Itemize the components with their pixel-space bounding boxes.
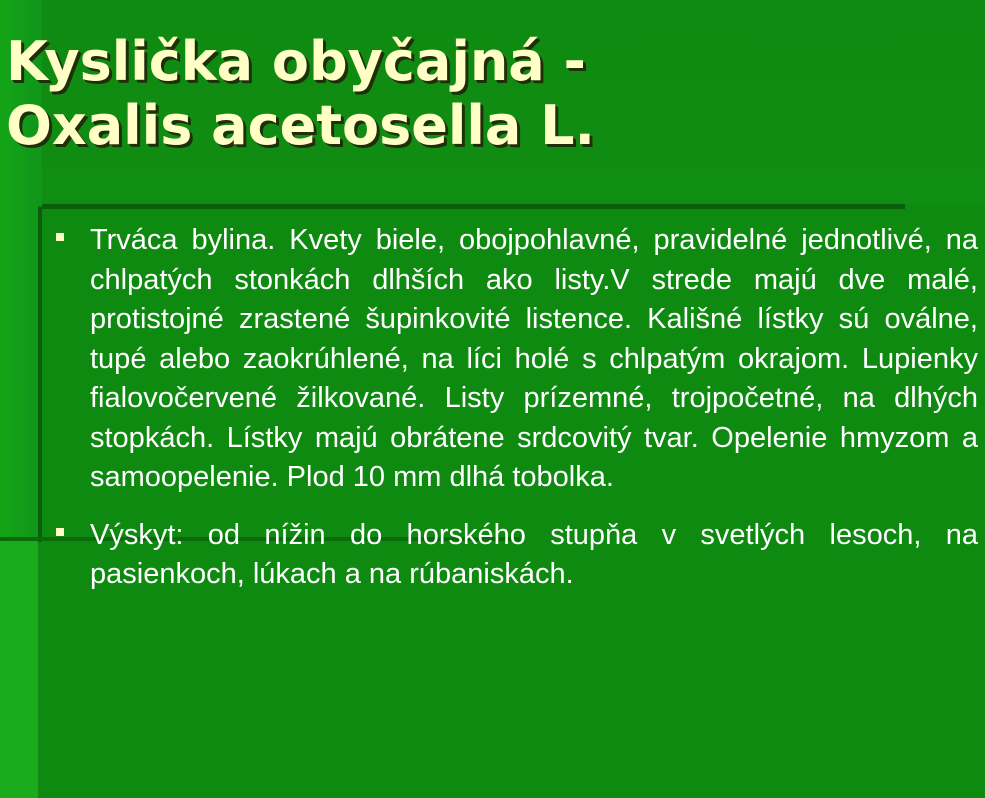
slide-title-line-1: Kyslička obyčajná - xyxy=(6,30,586,93)
slide-title-line-2: Oxalis acetosella L. xyxy=(6,94,596,157)
content-left-rule xyxy=(38,207,42,542)
square-bullet-icon xyxy=(56,233,64,241)
left-accent-lower xyxy=(0,540,42,798)
bullet-item-description xyxy=(56,221,978,498)
slide-title xyxy=(6,30,595,158)
bullet-text-description: Trváca bylina. Kvety biele, obojpohlavné, pravidelné jednotlivé, na chlpatých stonkách dlhších ako listy.V strede majú dve malé, protistojné zrastené šupinkovité listence. Kališné lístky sú oválne, tupé alebo zaokrúhlené, na líci holé s chlpatým okrajom. Lupienky fialovočervené žilkované. Listy prízemné, trojpočetné, na dlhých stopkách. Lístky majú obrátene srdcovitý tvar. Opelenie hmyzom a samoopelenie. Plod 10 mm dlhá tobolka. xyxy=(90,224,978,493)
bullet-list xyxy=(56,221,978,613)
square-bullet-icon xyxy=(56,528,64,536)
content-top-rule xyxy=(42,204,905,209)
bullet-item-occurrence xyxy=(56,516,978,595)
bullet-text-occurrence: Výskyt: od nížin do horského stupňa v svetlých lesoch, na pasienkoch, lúkach a na rúbaniskách. xyxy=(90,518,978,590)
